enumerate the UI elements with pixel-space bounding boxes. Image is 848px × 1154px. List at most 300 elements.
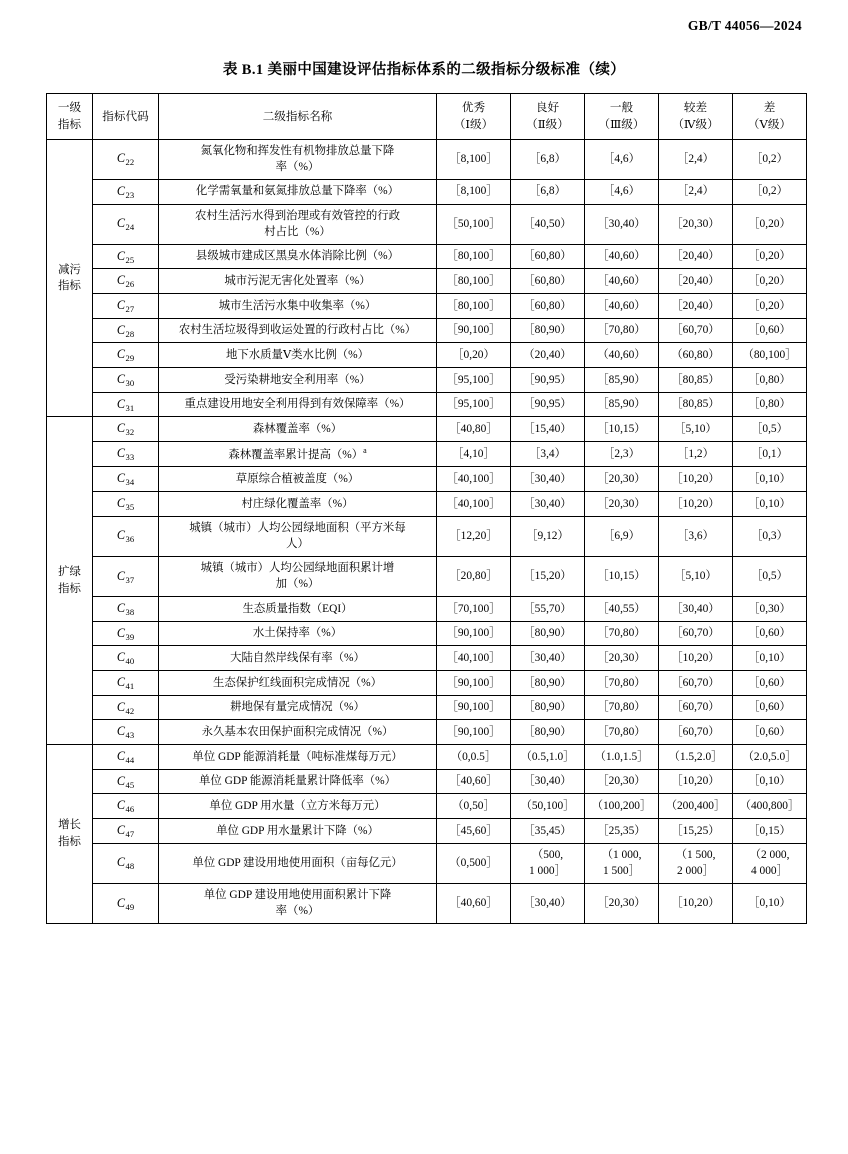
grade-value-cell [659,621,733,646]
header-code [93,94,159,140]
grade-value-line: ［25,35） [597,824,646,837]
grade-value-line: （0,0.5］ [450,750,497,763]
grade-value-cell [659,368,733,393]
header-grade-1-line1: 优秀 [461,101,486,114]
indicator-code-cell [93,318,159,343]
indicator-code: $C_{38}$ [116,600,135,617]
grade-value-cell [585,442,659,467]
grade-value-cell [437,646,511,671]
grade-value-line: ［0,5） [750,570,789,583]
grade-value-cell [511,819,585,844]
level1-indicator-line: 指标 [58,835,81,848]
indicator-code-subscript: 36 [125,534,135,545]
grade-value-line: ［40,80］ [449,422,498,435]
indicator-name-line: 氮氧化物和挥发性有机物排放总量下降 [200,144,395,157]
grade-value-cell [585,720,659,745]
grade-value-cell [659,318,733,343]
grade-value-cell [733,244,807,269]
indicator-name-cell [159,392,437,417]
grade-value-cell [733,139,807,179]
level1-indicator-cell [47,745,93,924]
grade-value-line: ［90,100］ [446,701,501,714]
grade-value-cell [585,293,659,318]
grade-value-line: ［10,20） [671,497,720,510]
table-row [47,244,807,269]
indicator-code-cell [93,745,159,770]
indicator-code-subscript: 40 [125,656,135,667]
grade-value-cell [659,417,733,442]
grade-value-line: ［8,100］ [449,185,498,198]
indicator-name-cell [159,769,437,794]
grade-value-line: ［8,100］ [449,153,498,166]
grade-value-cell [733,646,807,671]
grade-value-cell [659,139,733,179]
table-row [47,720,807,745]
grade-value-line: ［40,100］ [446,473,501,485]
header-level1-line2: 指标 [57,118,82,132]
indicator-name-cell [159,244,437,269]
grade-value-cell [437,516,511,556]
indicator-name-line: 受污染耕地安全利用率（%） [224,373,371,386]
grade-value-cell [585,516,659,556]
indicator-name-line: 地下水质量Ⅴ类水比例（%） [225,348,369,361]
level1-indicator-line: 增长 [58,819,81,832]
indicator-name-cell [159,596,437,621]
indicator-code: $C_{44}$ [116,749,135,766]
grade-value-line: ［60,80） [523,299,572,312]
indicator-name-line: 率（%） [275,161,320,174]
grade-value-line: （0,50］ [452,800,495,812]
indicator-code: $C_{25}$ [116,248,135,265]
indicator-code: $C_{48}$ [116,855,135,872]
grade-value-line: ［3,4） [528,447,567,460]
indicator-code-subscript: 29 [125,353,135,364]
table-row [47,139,807,179]
indicator-name-line: 农村生活垃圾得到收运处置的行政村占比（%） [178,324,417,337]
grade-value-cell [511,695,585,720]
indicator-code-cell [93,646,159,671]
grade-value-line: ［40,100］ [446,497,501,510]
grade-value-line: ［0,10） [748,497,791,510]
grade-value-cell [585,556,659,596]
indicator-code-cell [93,244,159,269]
table-row [47,745,807,770]
table-header-row [47,94,807,140]
grade-value-cell [733,343,807,368]
indicator-code-cell [93,293,159,318]
header-grade-5-line1: 差 [763,101,776,114]
table-row [47,843,807,883]
indicator-name-line: 县级城市建成区黑臭水体消除比例（%） [195,250,400,263]
table-caption: 表 B.1 美丽中国建设评估指标体系的二级指标分级标准（续） [222,62,626,78]
grade-value-cell [733,695,807,720]
grade-value-line: ［20,40） [671,299,720,312]
grade-value-cell [585,318,659,343]
indicator-code: $C_{28}$ [116,322,135,339]
table-row [47,794,807,819]
indicator-code: $C_{43}$ [116,724,135,741]
header-grade-2-line1: 良好 [535,101,560,114]
header-level1-line1: 一级 [57,101,82,114]
grade-value-line: ［20,30） [597,897,646,910]
grade-value-line: ［2,4） [676,185,715,198]
grade-value-cell [437,293,511,318]
grade-value-cell [437,467,511,492]
grade-value-line: ［70,80） [597,676,646,689]
indicator-code-subscript: 49 [125,901,135,912]
grade-value-cell [585,269,659,294]
grade-value-line: ［20,30） [597,473,646,485]
grade-value-line: ［60,70） [671,676,720,689]
grade-value-line: ［30,40） [523,497,572,510]
indicator-code-subscript: 42 [125,705,135,716]
grade-value-line: ［90,100］ [446,676,501,689]
grade-value-cell [437,179,511,204]
indicator-name-line: 单位 GDP 能源消耗量累计降低率（%） [198,775,397,788]
grade-value-line: ［80,90） [523,627,572,640]
indicator-code-cell [93,883,159,923]
grade-value-cell [733,269,807,294]
grade-value-cell [585,596,659,621]
indicator-code-cell [93,179,159,204]
indicator-name-line: 生态质量指数（EQI） [242,602,353,615]
grade-value-line: ［90,100］ [446,627,501,640]
indicator-code-subscript: 32 [125,427,135,438]
grade-value-cell [437,442,511,467]
table-row [47,343,807,368]
grade-value-cell [511,492,585,517]
grade-value-line: ［85,90） [597,373,646,386]
grade-value-cell [511,670,585,695]
indicator-code-cell [93,139,159,179]
grade-value-cell [511,596,585,621]
grade-value-line: （1.5,2.0］ [668,750,723,763]
grade-value-cell [659,293,733,318]
grade-value-line: （80,100］ [742,348,797,361]
grade-value-cell [733,442,807,467]
grade-value-cell [585,139,659,179]
grade-value-cell [437,883,511,923]
grade-value-cell [659,179,733,204]
indicator-name-cell [159,204,437,244]
level1-indicator-line: 扩绿 [58,566,81,579]
grade-value-cell [437,368,511,393]
grade-value-cell [733,368,807,393]
grade-value-cell [733,293,807,318]
grade-value-line: ［90,95） [523,373,572,386]
grade-value-line: ［20,40） [671,274,720,287]
grade-value-line: ［0,80） [748,373,791,386]
grade-value-line: （60,80） [671,348,720,361]
table-row [47,596,807,621]
indicator-name-cell [159,293,437,318]
grade-value-cell [511,442,585,467]
grade-value-cell [659,343,733,368]
indicator-code-cell [93,516,159,556]
indicator-code-subscript: 33 [125,452,135,463]
grade-value-cell [585,769,659,794]
grade-value-line: （500, [531,848,564,861]
grade-value-line: ［30,40） [523,473,572,485]
indicator-code: $C_{35}$ [116,496,135,513]
table-row [47,204,807,244]
indicator-code-cell [93,392,159,417]
indicator-name-line: 单位 GDP 用水量累计下降（%） [216,824,379,837]
header-grade-4 [659,94,733,140]
grade-value-cell [585,392,659,417]
grade-value-cell [733,819,807,844]
indicator-code-cell [93,368,159,393]
indicator-code-subscript: 47 [125,829,135,840]
grade-value-cell [437,596,511,621]
table-row [47,883,807,923]
indicator-name-line: 单位 GDP 能源消耗量（吨标准煤每万元） [192,750,403,763]
grade-value-line: ［40,60］ [449,897,498,910]
grade-value-cell [659,492,733,517]
indicator-code-cell [93,556,159,596]
grade-value-line: ［30,40） [523,651,572,664]
indicator-code-subscript: 26 [125,279,135,290]
indicator-name-cell [159,819,437,844]
grade-value-line: ［6,8） [528,153,567,166]
grade-value-cell [733,769,807,794]
grade-value-line: ［80,100］ [446,299,501,312]
grade-value-cell [437,819,511,844]
indicator-name-cell [159,883,437,923]
indicator-code-subscript: 44 [125,755,135,766]
grade-value-cell [659,516,733,556]
grade-value-line: （1 000, [601,848,642,861]
grade-value-line: （0.5,1.0］ [520,750,575,763]
grade-value-cell [511,179,585,204]
grade-value-cell [437,244,511,269]
grade-value-cell [511,318,585,343]
table-row [47,819,807,844]
grade-value-line: ［80,85） [671,373,720,386]
grade-value-cell [659,819,733,844]
grade-value-line: ［80,100］ [446,274,501,287]
indicator-code-cell [93,720,159,745]
indicator-code-subscript: 46 [125,804,135,815]
grade-value-line: ［10,15） [597,422,646,435]
grade-value-cell [437,745,511,770]
grade-value-cell [659,769,733,794]
grade-value-cell [437,621,511,646]
table-body [47,139,807,923]
grade-value-line: ［9,12） [526,530,569,543]
grade-value-line: （200,400］ [665,800,726,812]
grade-value-line: ［90,100］ [446,324,501,337]
grade-value-cell [733,556,807,596]
grade-value-cell [659,596,733,621]
indicator-code: $C_{36}$ [116,528,135,545]
header-code-line1: 指标代码 [102,109,149,123]
grade-value-cell [659,556,733,596]
grade-value-cell [511,417,585,442]
grade-value-line: ［20,80］ [449,570,498,583]
indicator-code-subscript: 38 [125,606,135,617]
indicator-name-cell [159,417,437,442]
grade-value-line: ［0,20） [452,348,495,361]
indicator-code: $C_{37}$ [116,568,135,585]
indicator-code-cell [93,794,159,819]
grade-value-line: ［20,30） [597,775,646,788]
grade-value-line: ［0,80） [748,398,791,411]
indicator-code: $C_{49}$ [116,895,135,912]
indicator-code: $C_{23}$ [116,183,135,200]
grade-value-cell [733,492,807,517]
grade-value-line: ［0,10） [748,473,791,485]
grade-value-line: ［80,90） [523,725,572,738]
table-row [47,556,807,596]
grade-value-line: ［60,70） [671,701,720,714]
grade-value-line: ［45,60］ [449,824,498,837]
grade-value-cell [511,646,585,671]
grade-value-line: ［4,10］ [452,447,495,460]
indicator-code-subscript: 30 [125,378,135,389]
grade-value-line: ［0,10） [748,897,791,910]
grade-value-cell [511,516,585,556]
indicator-code: $C_{24}$ [116,216,135,233]
indicator-code-subscript: 27 [125,303,135,314]
grade-value-line: （0,500］ [449,857,498,870]
grade-value-cell [733,467,807,492]
level1-indicator-line: 指标 [58,280,81,293]
indicator-code-cell [93,204,159,244]
grade-value-cell [659,442,733,467]
indicator-grading-table [46,93,807,924]
grade-value-cell [437,695,511,720]
grade-value-line: ［20,30） [671,217,720,230]
grade-value-line: ［0,60） [748,324,791,337]
page-header: GB/T 44056—2024 [687,18,802,33]
indicator-code-subscript: 45 [125,779,135,790]
indicator-name-line: 耕地保有量完成情况（%） [230,701,365,714]
header-grade-1-line2: （Ⅰ级） [453,118,494,132]
grade-value-line: ［70,100］ [446,602,501,615]
grade-value-line: ［40,50） [523,217,572,230]
grade-value-line: ［0,30） [748,602,791,615]
grade-value-line: ［80,90） [523,676,572,689]
grade-value-line: ［0,60） [748,701,791,714]
indicator-code: $C_{31}$ [116,396,135,413]
indicator-name-line: 村庄绿化覆盖率（%） [241,497,354,510]
indicator-name-line: 单位 GDP 建设用地使用面积（亩每亿元） [192,857,403,870]
indicator-code-cell [93,769,159,794]
grade-value-cell [659,745,733,770]
indicator-name-line: 大陆自然岸线保有率（%） [230,651,365,664]
grade-value-line: ［5,10） [674,422,717,435]
grade-value-cell [511,769,585,794]
grade-value-cell [511,139,585,179]
grade-value-line: ［4,6） [602,153,641,166]
grade-value-line: ［0,20） [748,250,791,263]
grade-value-line: ［0,1） [750,447,789,460]
indicator-name-line: 城市生活污水集中收集率（%） [218,299,377,312]
grade-value-cell [659,794,733,819]
grade-value-cell [659,244,733,269]
header-grade-2 [511,94,585,140]
grade-value-cell [585,343,659,368]
indicator-name-cell [159,269,437,294]
grade-value-line: ［80,90） [523,701,572,714]
table-row [47,368,807,393]
indicator-name-cell [159,343,437,368]
indicator-code-cell [93,442,159,467]
grade-value-line: ［30,40） [523,897,572,910]
grade-value-cell [733,417,807,442]
grade-value-line: （100,200］ [591,800,652,812]
table-row [47,695,807,720]
grade-value-line: ［20,30） [597,497,646,510]
indicator-name-line: 重点建设用地安全利用得到有效保障率（%） [184,398,411,411]
indicator-code: $C_{42}$ [116,699,135,716]
grade-value-line: （40,60） [597,348,646,361]
grade-value-cell [733,621,807,646]
grade-value-line: 4 000］ [750,865,789,878]
indicator-name-line: 加（%） [275,578,320,591]
footnote-marker: a [363,446,367,456]
grade-value-line: ［50,100］ [446,217,501,230]
grade-value-line: ［20,30） [597,651,646,664]
grade-value-line: ［4,6） [602,185,641,198]
grade-value-line: ［0,3） [750,530,789,543]
grade-value-cell [659,269,733,294]
indicator-name-line: 化学需氧量和氨氮排放总量下降率（%） [195,185,400,198]
header-grade-5 [733,94,807,140]
table-row [47,467,807,492]
indicator-code-subscript: 31 [125,402,135,413]
grade-value-line: ［40,60） [597,250,646,263]
table-row [47,392,807,417]
grade-value-cell [585,492,659,517]
indicator-name-cell [159,492,437,517]
grade-value-line: ［6,9） [602,530,641,543]
grade-value-cell [511,556,585,596]
header-level1 [47,94,93,140]
grade-value-cell [511,621,585,646]
indicator-code: $C_{30}$ [116,372,135,389]
grade-value-line: ［35,45） [523,824,572,837]
grade-value-line: （2 000, [749,848,790,861]
grade-value-line: ［90,100］ [446,725,501,738]
grade-value-line: （1 500, [675,848,716,861]
grade-value-line: ［80,85） [671,398,720,411]
indicator-code-cell [93,269,159,294]
grade-value-cell [437,670,511,695]
indicator-name-cell [159,843,437,883]
grade-value-cell [511,343,585,368]
grade-value-line: ［15,40） [523,422,572,435]
indicator-code-cell [93,417,159,442]
indicator-name-cell [159,720,437,745]
indicator-code: $C_{45}$ [116,773,135,790]
indicator-code: $C_{32}$ [116,421,135,438]
grade-value-line: ［55,70） [523,602,572,615]
indicator-name-cell [159,179,437,204]
indicator-name-line: 森林覆盖率累计提高（%）$^a$ [228,446,367,461]
indicator-name-line: 生态保护红线面积完成情况（%） [213,676,382,689]
indicator-name-line: 永久基本农田保护面积完成情况（%） [201,725,394,738]
indicator-code-cell [93,467,159,492]
grade-value-cell [585,819,659,844]
indicator-name-cell [159,442,437,467]
indicator-code-cell [93,596,159,621]
grade-value-cell [733,392,807,417]
grade-value-cell [585,417,659,442]
table-row [47,442,807,467]
grade-value-line: ［70,80） [597,324,646,337]
